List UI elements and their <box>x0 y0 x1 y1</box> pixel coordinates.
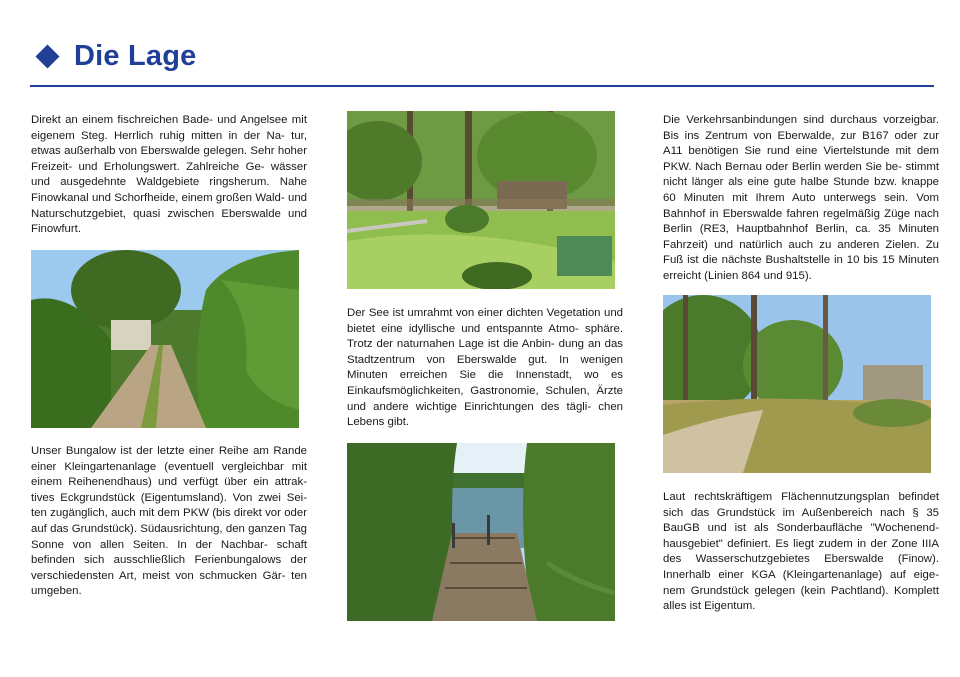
lake-jetty-photo <box>347 443 615 621</box>
header-divider <box>30 85 934 87</box>
garden-path-photo <box>31 250 299 428</box>
lake-paragraph: Der See ist umrahmt von einer dichten Vegetation und bietet eine idyllische und entspannte Atmo- sphäre. Trotz der naturnahen Lage ist die Anbin- dung an das Stadtzentrum von Eberswalde gut. In wenigen Minuten erreichen Sie die Innenstadt, wo es Einkaufsmöglichkeiten, Gastronomie, Schulen, Ärzte und andere wichtige Einrichtungen des tägli- chen Lebens gibt. <box>347 307 623 429</box>
zoning-paragraph: Laut rechtskräftigem Flächennutzungsplan befindet sich das Grundstück im Außenbereich nach § 35 BauGB und ist als Sonderbaufläche "Wochenend- hausgebiet" definiert. Es liegt zudem in der Zone IIIA des Wasserschutzgebietes Eberswalde (Finow). Innerhalb einer KGA (Kleingartenanlage) auf eige- nem Grundstück gelegen (kein Pachtland). Komplett alles ist Eigentum. <box>663 491 939 613</box>
intro-paragraph: Direkt an einem fischreichen Bade- und Angelsee mit eigenem Steg. Herrlich ruhig mitten in der Na- tur, etwas außerhalb von Eberswalde gelegen. Sehr hoher Freizeit- und Erholungswert. Zahlreiche Ge- wässer und ausgedehnte Waldgebiete ringsherum. Nahe Finowkanal und Schorfheide, einem großen Wald- und Naturschutzgebiet, quasi zwischen Eberswalde und Finowfurt. <box>31 114 307 236</box>
garden-lawn-photo <box>347 111 615 289</box>
diamond-bullet-icon <box>35 44 59 68</box>
bungalow-paragraph: Unser Bungalow ist der letzte einer Reihe am Rande einer Kleingartenanlage (eventuell vergleichbar mit einem Reihenendhaus) und verfügt über ein attrak- tives Eckgrundstück (Eigentumsland). Von zwei Sei- ten zugänglich, auch mit dem PKW (bis direkt vor oder auf das Grundstück). Südausrichtung, den ganzen Tag Sonne von allen Seiten. In der Nachbar- schaft befinden sich ausschließlich Ferienbungalows der verschiedensten Art, meist von schmucken Gär- ten umgeben. <box>31 445 307 598</box>
page-header <box>36 36 196 76</box>
transport-paragraph: Die Verkehrsanbindungen sind durchaus vorzeigbar. Bis ins Zentrum von Eberwalde, zur B167 oder zur A11 benötigen Sie rund eine Viertelstunde mit dem PKW. Nach Bernau oder Berlin werden Sie be- stimmt nicht länger als eine gute halbe Stunde bzw. knappe 60 Minuten mit Ihrem Auto unterwegs sein. Vom Bahnhof in Eberswalde fahren regelmäßig Züge nach Berlin (RE3, Hauptbahnhof Berlin, ca. 35 Minuten Fahrzeit) und natürlich auch zu anderen Zielen. Zu Fuß ist die nächste Bushaltstelle in 10 bis 15 Minuten erreicht (Linien 864 und 915). <box>663 114 939 282</box>
property-grounds-photo <box>663 295 931 473</box>
page-title: Die Lage <box>74 39 197 72</box>
